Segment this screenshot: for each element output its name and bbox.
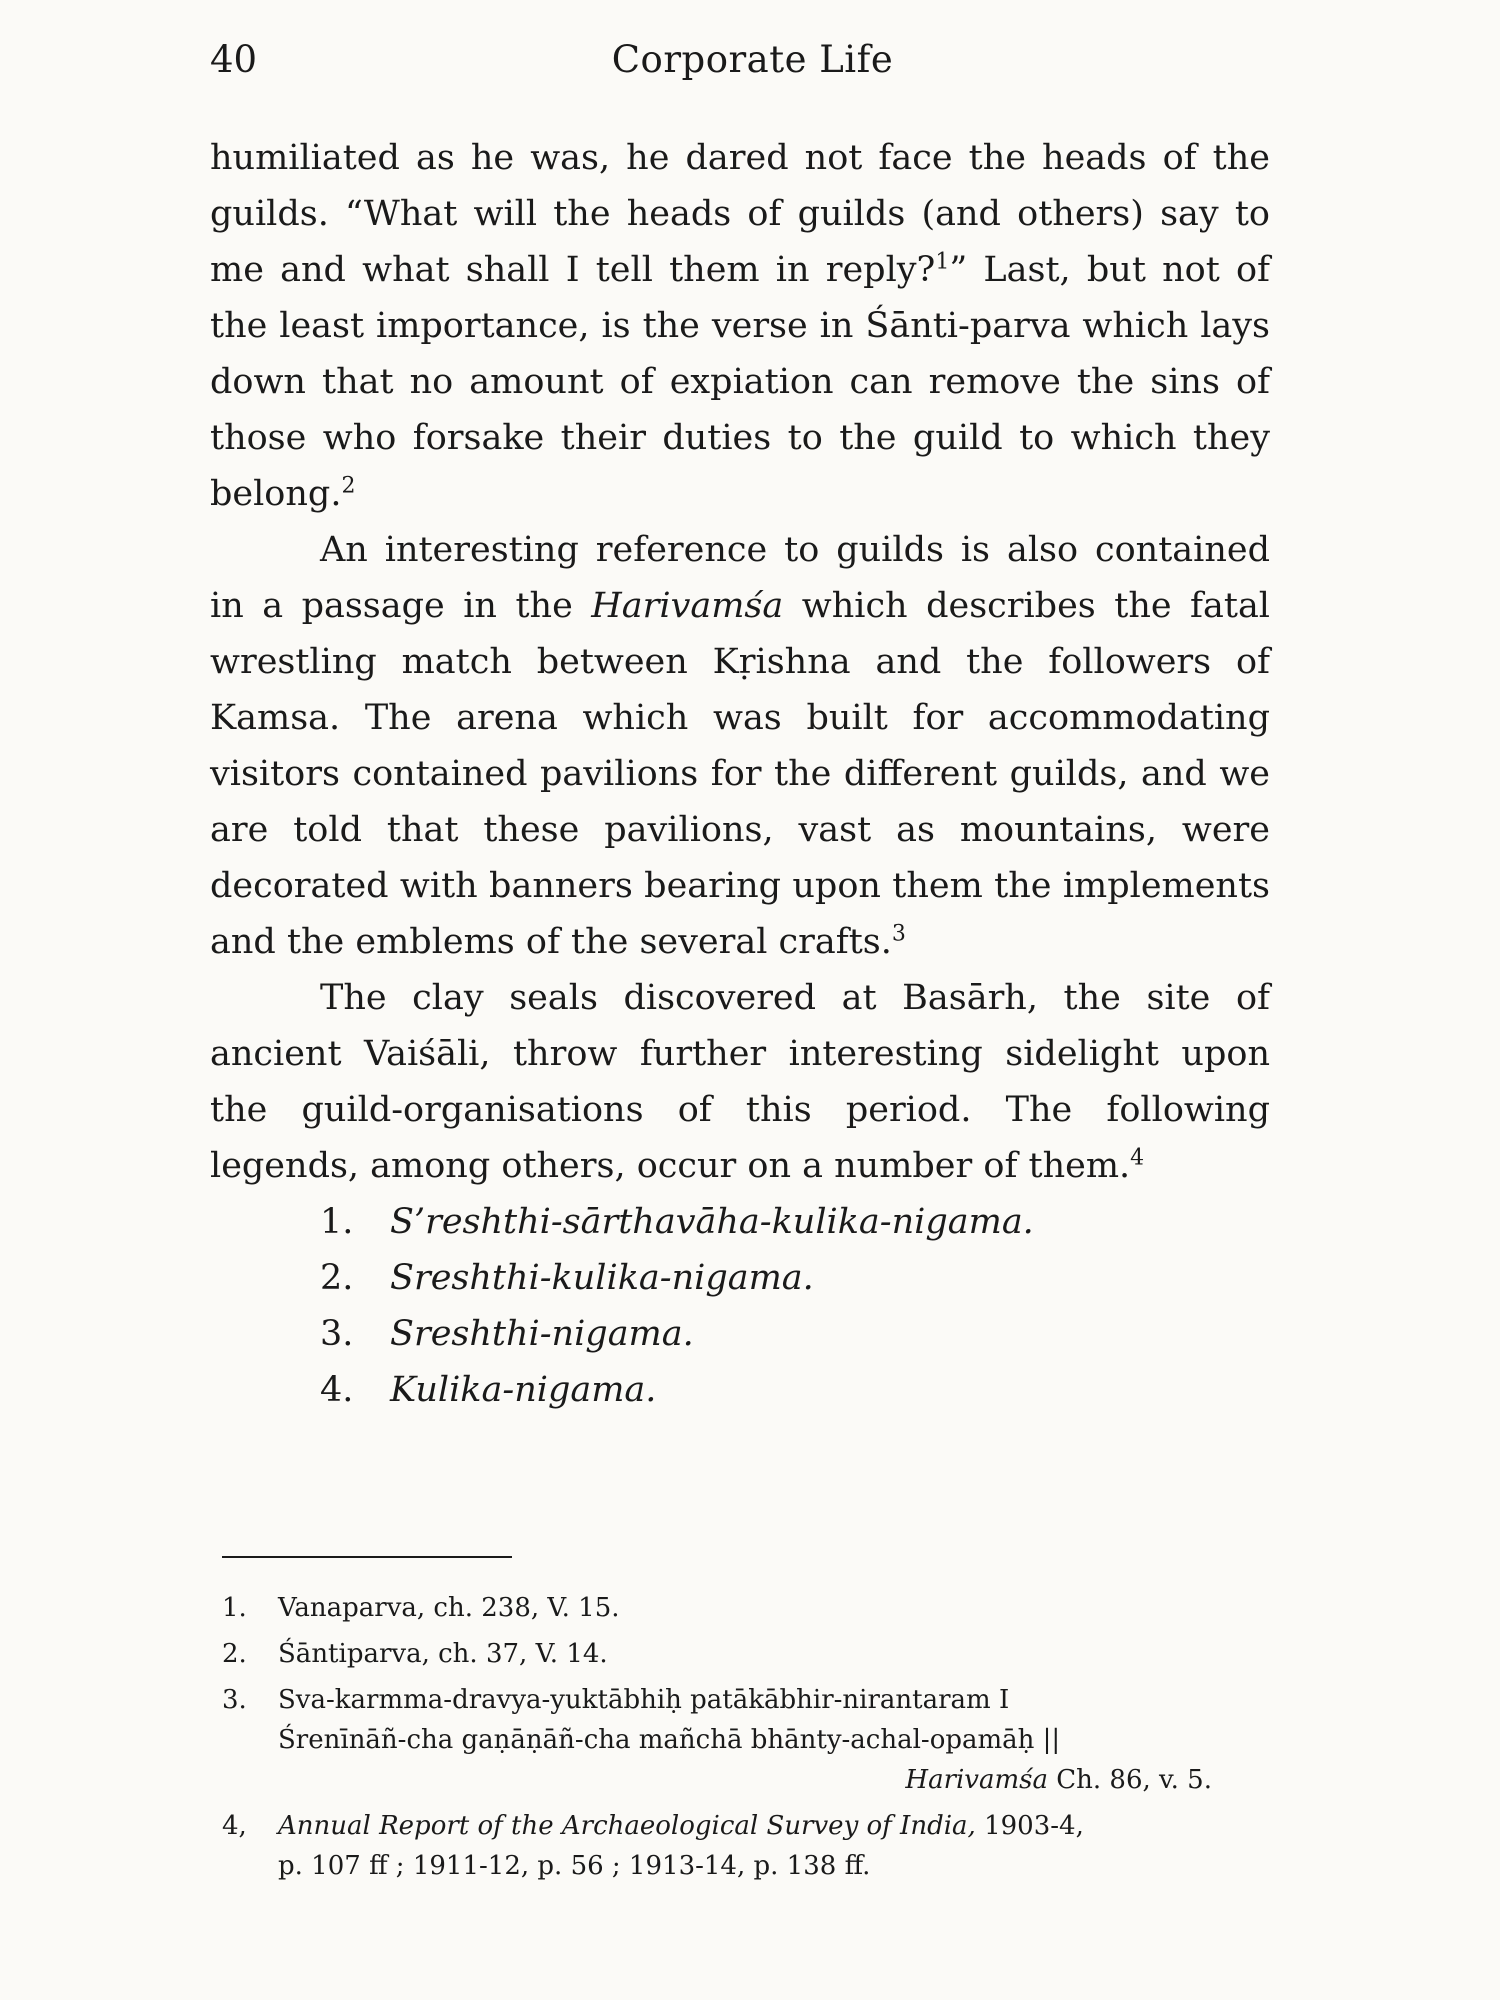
footnote-ref-1: 1 xyxy=(935,249,950,275)
seal-legends-list xyxy=(210,1194,1270,1418)
page-number: 40 xyxy=(210,38,258,81)
legend-number: 4. xyxy=(320,1370,354,1410)
legend-item xyxy=(210,1250,1270,1306)
footnote-text: Vanaparva, ch. 238, V. 15. xyxy=(278,1593,620,1623)
attribution-title: Harivamśa xyxy=(905,1765,1048,1795)
legend-text: Sreshthi-nigama. xyxy=(390,1314,694,1354)
footnote-ref-4: 4 xyxy=(1130,1145,1145,1171)
attribution-citation: Ch. 86, v. 5. xyxy=(1048,1765,1212,1795)
page-header xyxy=(210,38,1295,98)
legend-item xyxy=(210,1194,1270,1250)
legend-number: 1. xyxy=(320,1202,354,1242)
paragraph-1 xyxy=(210,130,1270,522)
footnote-4 xyxy=(222,1806,1312,1886)
legend-text: Sreshthi-kulika-nigama. xyxy=(390,1258,814,1298)
paragraph-2-text: An interesting reference to guilds is also contained in a passage in the xyxy=(210,530,1270,626)
paragraph-2 xyxy=(210,522,1270,970)
footnote-body xyxy=(278,1806,1312,1886)
paragraph-2-text-continued: which describes the fatal wrestling match between Kṛishna and the followers of Kamsa. The arena which was built for accommodating visitors contained pavilions for the different guilds, and we are told that these pavilions, vast as mountains, were decorated with banners bearing upon them the implements and the emblems of the several crafts. xyxy=(210,586,1271,962)
body-text xyxy=(210,130,1270,1418)
footnote-number: 3. xyxy=(222,1685,247,1715)
legend-text: S’reshthi-sārthavāha-kulika-nigama. xyxy=(390,1202,1034,1242)
verse-line-1: Sva-karmma-dravya-yuktābhiḥ patākābhir-nirantaram I xyxy=(278,1685,1010,1715)
verse-attribution xyxy=(278,1760,1312,1800)
footnote-number: 2. xyxy=(222,1639,247,1669)
legend-item xyxy=(210,1362,1270,1418)
footnotes xyxy=(222,1588,1312,1892)
harivamsa-title: Harivamśa xyxy=(591,586,784,626)
paragraph-1-text-continued: ” Last, but not of the least importance, is the verse in Śānti-parva which lays down that no amount of expiation can remove the sins of those who forsake their duties to the guild to which they belong. xyxy=(210,250,1270,514)
running-title: Corporate Life xyxy=(611,38,894,81)
legend-number: 3. xyxy=(320,1314,354,1354)
legend-number: 2. xyxy=(320,1258,354,1298)
footnote-number: 4, xyxy=(222,1811,247,1841)
footnote-text: Śāntiparva, ch. 37, V. 14. xyxy=(278,1639,608,1669)
citation-line-2: p. 107 ff ; 1911-12, p. 56 ; 1913-14, p. 138 ff. xyxy=(278,1851,871,1881)
legend-text: Kulika-nigama. xyxy=(390,1370,657,1410)
verse-line-2: Śrenīnāñ-cha gaṇāṇāñ-cha mañchā bhānty-achal-opamāḥ || xyxy=(278,1725,1061,1755)
footnote-number: 1. xyxy=(222,1593,247,1623)
report-title: Annual Report of the Archaeological Survey of India, xyxy=(278,1811,976,1841)
footnote-1 xyxy=(222,1588,1312,1628)
footnote-2 xyxy=(222,1634,1312,1674)
paragraph-3 xyxy=(210,970,1270,1194)
footnote-3 xyxy=(222,1680,1312,1800)
report-year: 1903-4, xyxy=(975,1811,1084,1841)
paragraph-3-text: The clay seals discovered at Basārh, the site of ancient Vaiśāli, throw further interesting sidelight upon the guild-organisations of this period. The following legends, among others, occur on a number of them. xyxy=(210,978,1270,1186)
footnote-body xyxy=(278,1680,1312,1800)
footnote-ref-3: 3 xyxy=(891,921,906,947)
paragraph-1-text: humiliated as he was, he dared not face the heads of the guilds. “What will the heads of guilds (and others) say to me and what shall I tell them in reply? xyxy=(210,138,1270,290)
footnote-divider xyxy=(222,1556,512,1558)
legend-item xyxy=(210,1306,1270,1362)
citation-line-1 xyxy=(278,1806,1312,1846)
footnote-ref-2: 2 xyxy=(341,473,356,499)
